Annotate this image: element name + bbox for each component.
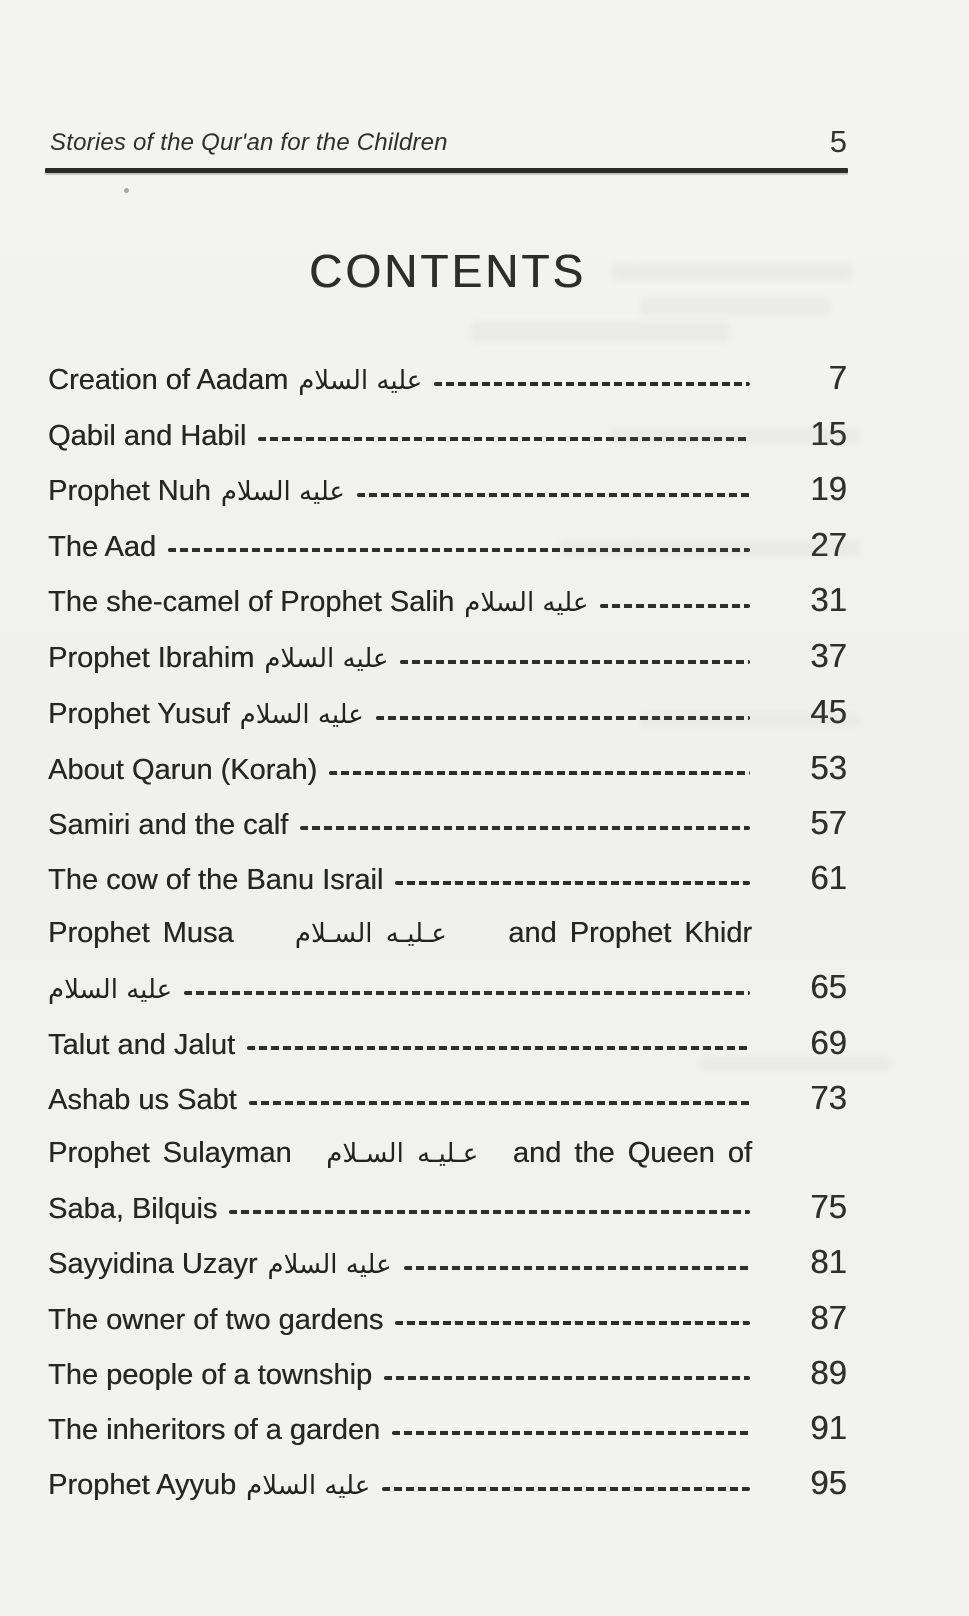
toc-entry-line [48, 1298, 847, 1340]
entry-title: Saba, Bilquis [48, 1193, 218, 1225]
toc-entry-line [48, 580, 847, 623]
arabic-honorific: عليه السلام [220, 477, 345, 507]
entry-page-number: 45 [810, 693, 847, 730]
header-rule [45, 168, 848, 173]
toc-entry-line [48, 1353, 847, 1395]
toc-entry [48, 636, 847, 679]
toc-entry [48, 1353, 847, 1395]
toc-entry-line [48, 1408, 847, 1450]
toc-entry-line [48, 1242, 847, 1285]
entry-page-number: 95 [810, 1464, 847, 1501]
dash-leader [392, 1431, 750, 1435]
entry-title: The inheritors of a garden [48, 1414, 381, 1446]
arabic-honorific: عليه السلام [464, 588, 589, 618]
toc-entry-line [48, 636, 847, 679]
dash-leader [395, 881, 750, 885]
entry-title: Creation of Aadam [48, 364, 289, 396]
arabic-honorific: عليه السلام [264, 644, 389, 674]
entry-page-number: 81 [810, 1243, 847, 1280]
entry-title: Prophet Yusuf [48, 698, 230, 730]
dash-leader [382, 1487, 750, 1491]
entry-page-number: 19 [810, 470, 847, 507]
entry-page-number: 31 [810, 581, 847, 618]
dash-leader [395, 1321, 750, 1325]
bleed-through-artifact [700, 1056, 890, 1071]
dash-leader [400, 660, 750, 664]
entry-title: Prophet Sulayman [48, 1137, 292, 1169]
dash-leader [184, 991, 750, 995]
dash-leader [600, 604, 750, 608]
toc-entry-line [48, 1133, 752, 1174]
entry-title: Samiri and the calf [48, 809, 289, 841]
dash-leader [300, 826, 750, 830]
entry-title: and the Queen of [512, 1137, 752, 1169]
toc-list [48, 358, 847, 1519]
entry-title: Prophet Musa [48, 917, 234, 949]
toc-entry [48, 748, 847, 790]
toc-entry-line [48, 803, 847, 845]
entry-title: Sayyidina Uzayr [48, 1248, 258, 1280]
toc-entry [48, 913, 847, 1010]
toc-entry-line [48, 358, 847, 401]
entry-page-number: 75 [810, 1188, 847, 1225]
entry-title: Talut and Jalut [48, 1029, 236, 1061]
entry-title: and Prophet Khidr [508, 917, 752, 949]
toc-entry [48, 858, 847, 900]
dash-leader [229, 1210, 750, 1214]
toc-entry [48, 1242, 847, 1285]
running-title: Stories of the Qur'an for the Children [50, 129, 448, 156]
arabic-honorific: عليه السلام [48, 975, 173, 1005]
entry-title: Qabil and Habil [48, 420, 247, 452]
entry-page-number: 65 [810, 968, 847, 1005]
toc-entry-line [48, 748, 847, 790]
arabic-honorific: عليه السلام [246, 1471, 371, 1501]
bleed-through-artifact [470, 322, 730, 342]
scan-artifact-dot [124, 188, 129, 193]
arabic-honorific: عليه السلام [298, 366, 423, 396]
arabic-honorific: عليه السلام [267, 1250, 392, 1280]
entry-page-number: 53 [810, 749, 847, 786]
entry-page-number: 37 [810, 637, 847, 674]
toc-entry-line [48, 913, 752, 954]
entry-title: The people of a township [48, 1359, 373, 1391]
toc-entry [48, 803, 847, 845]
entry-title: Ashab us Sabt [48, 1084, 237, 1116]
entry-page-number: 27 [810, 526, 847, 563]
toc-entry-line [48, 1078, 847, 1120]
entry-page-number: 87 [810, 1299, 847, 1336]
entry-title: Prophet Ibrahim [48, 642, 255, 674]
toc-entry-line [48, 1463, 847, 1506]
toc-entry [48, 1463, 847, 1506]
entry-title: The cow of the Banu Israil [48, 864, 384, 896]
toc-entry [48, 1298, 847, 1340]
arabic-honorific: عليه السلام [239, 700, 364, 730]
entry-page-number: 7 [828, 359, 847, 396]
entry-page-number: 91 [810, 1409, 847, 1446]
entry-page-number: 15 [810, 415, 847, 452]
toc-entry [48, 1133, 847, 1229]
bleed-through-artifact [610, 428, 860, 444]
entry-page-number: 61 [810, 859, 847, 896]
toc-entry-line [48, 967, 847, 1010]
arabic-honorific: عـليـه السـلام [294, 919, 447, 949]
contents-title: CONTENTS [309, 245, 586, 297]
dash-leader [434, 382, 750, 386]
entry-title: Prophet Nuh [48, 475, 211, 507]
dash-leader [329, 771, 750, 775]
toc-entry [48, 1408, 847, 1450]
dash-leader [249, 1101, 750, 1105]
dash-leader [357, 493, 750, 497]
entry-title: About Qarun (Korah) [48, 754, 318, 786]
arabic-honorific: عـليـه السـلام [326, 1139, 479, 1169]
entry-title: The owner of two gardens [48, 1304, 384, 1336]
entry-page-number: 73 [810, 1079, 847, 1116]
toc-entry [48, 469, 847, 512]
entry-title: The she-camel of Prophet Salih [48, 586, 455, 618]
entry-title: Prophet Ayyub [48, 1469, 237, 1501]
toc-entry-line [48, 469, 847, 512]
dash-leader [247, 1046, 750, 1050]
entry-page-number: 69 [810, 1024, 847, 1061]
toc-entry [48, 580, 847, 623]
dash-leader [404, 1266, 750, 1270]
toc-entry [48, 358, 847, 401]
entry-page-number: 89 [810, 1354, 847, 1391]
entry-title: The Aad [48, 531, 157, 563]
entry-page-number: 57 [810, 804, 847, 841]
toc-entry-line [48, 858, 847, 900]
bleed-through-artifact [640, 298, 830, 316]
header-page-number: 5 [829, 124, 847, 159]
bleed-through-artifact [640, 712, 860, 727]
dash-leader [384, 1376, 750, 1380]
toc-entry [48, 1078, 847, 1120]
bleed-through-artifact [560, 540, 860, 556]
toc-entry-line [48, 1187, 847, 1229]
page-header [50, 126, 847, 157]
bleed-through-artifact [612, 262, 852, 282]
